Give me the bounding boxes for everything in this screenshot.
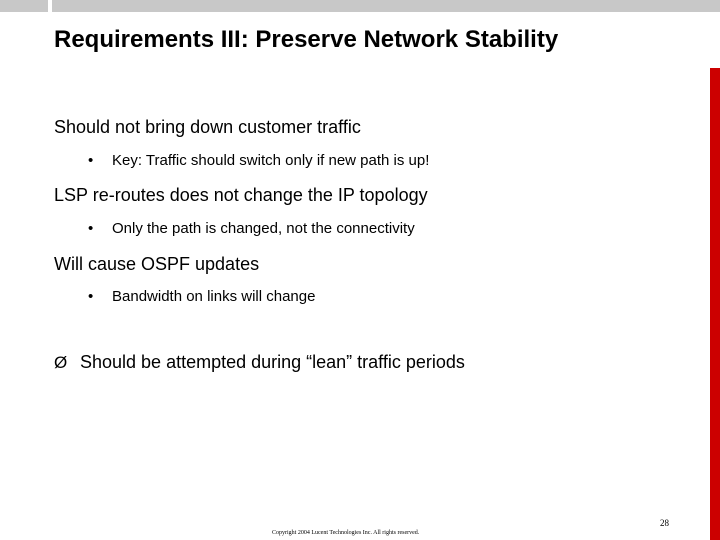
top-bar-left: [0, 0, 48, 12]
bullet-dot-icon: •: [88, 152, 94, 169]
bullet-level1-1: Should not bring down customer traffic: [54, 117, 361, 137]
arrow-bullet-text: Should be attempted during “lean” traffic periods: [80, 352, 465, 372]
bullet-dot-icon: •: [88, 220, 94, 237]
bullet-level2-3: [88, 288, 315, 305]
bullet-level2-3-text: Bandwidth on links will change: [112, 288, 316, 305]
bullet-level2-1: [88, 152, 429, 169]
arrow-bullet-item: [54, 352, 465, 373]
slide-title: Requirements III: Preserve Network Stability: [54, 26, 559, 53]
bullet-level2-2-text: Only the path is changed, not the connectivity: [112, 220, 415, 237]
bullet-level2-1-text: Key: Traffic should switch only if new path is up!: [112, 152, 430, 169]
bullet-level1-3: Will cause OSPF updates: [54, 254, 260, 274]
bullet-level1-2: LSP re-routes does not change the IP topology: [54, 185, 428, 205]
bullet-level2-2: [88, 220, 415, 237]
bullet-dot-icon: •: [88, 288, 94, 305]
red-side-rule: [710, 68, 720, 540]
arrow-bullet-icon: Ø: [54, 353, 68, 372]
page-number: 28: [660, 518, 669, 528]
footer-copyright: Copyright 2004 Lucent Technologies Inc. All rights reserved.: [272, 530, 420, 536]
top-bar-right: [52, 0, 720, 12]
